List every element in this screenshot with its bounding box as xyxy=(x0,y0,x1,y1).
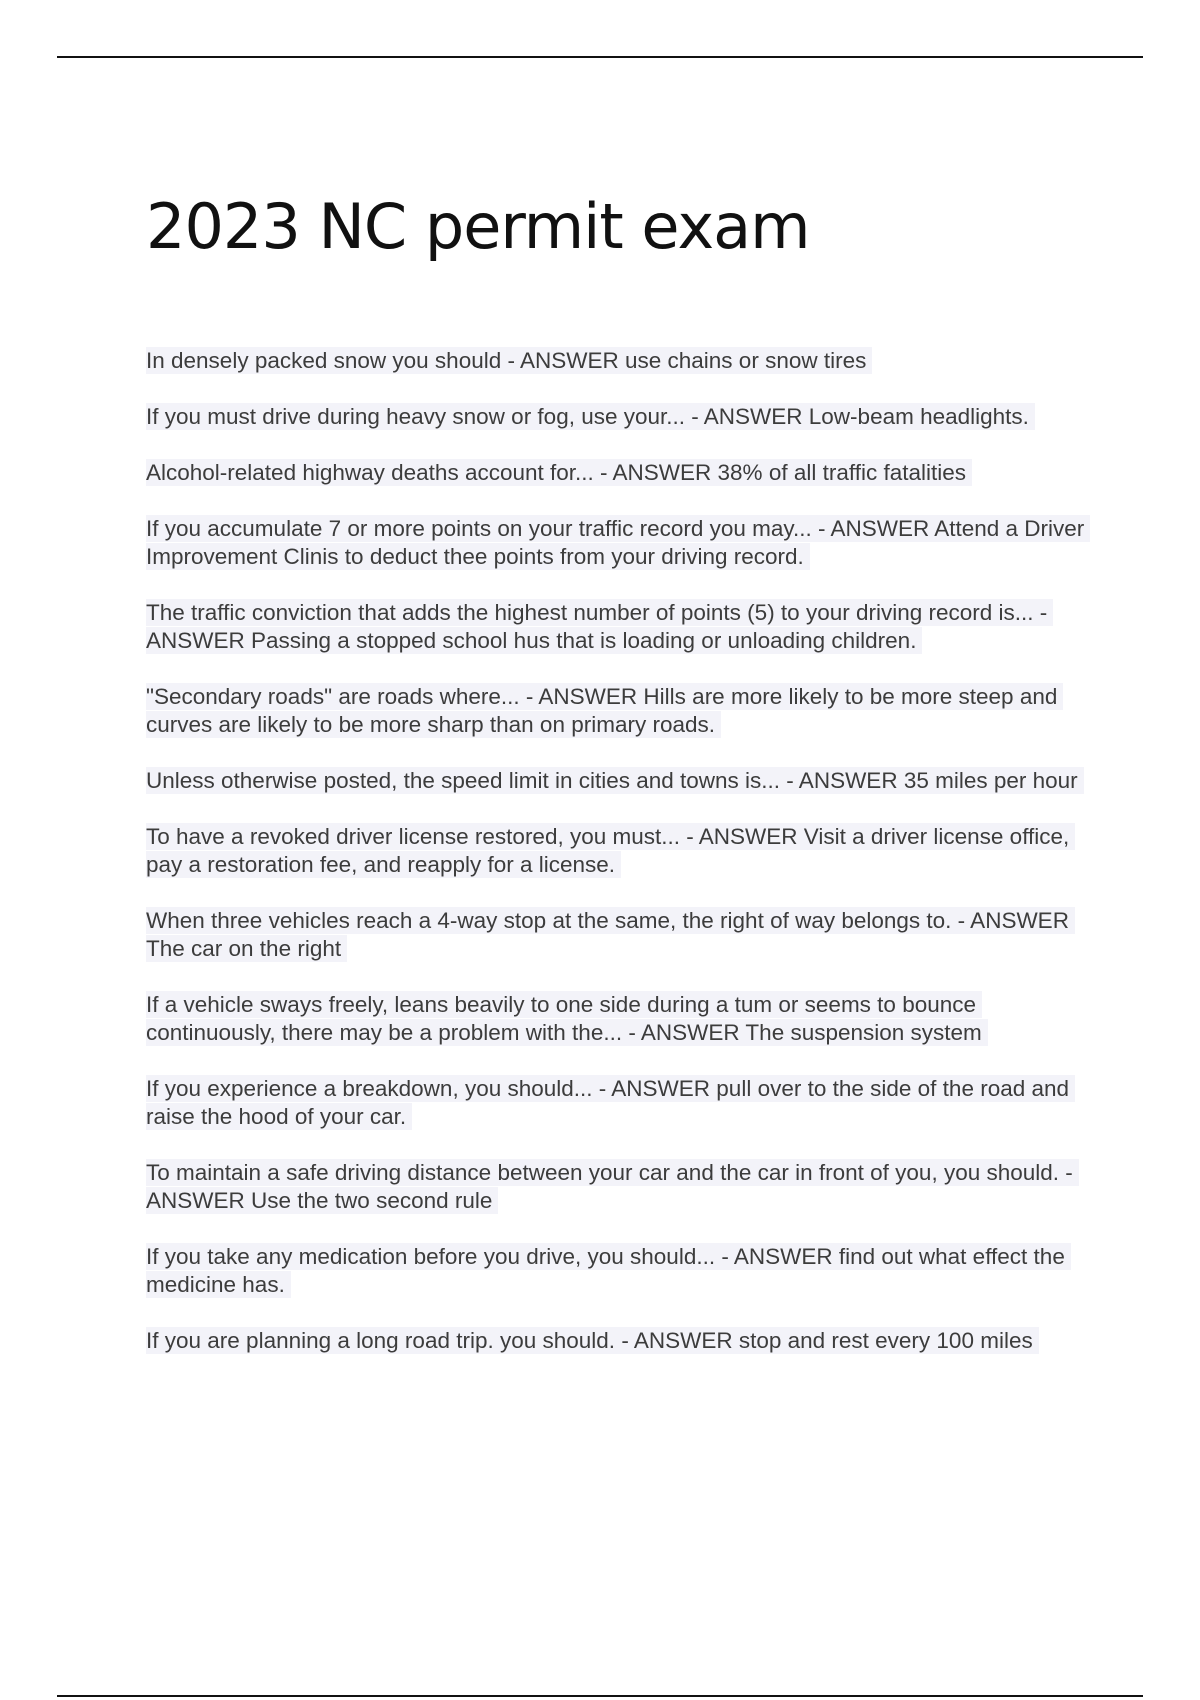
qa-item-text: If you accumulate 7 or more points on your traffic record you may... - ANSWER Attend a Driver Improvement Clinis to deduct thee points from your driving record. xyxy=(146,515,1090,570)
qa-item xyxy=(146,515,1094,571)
qa-item xyxy=(146,1243,1094,1299)
qa-item-text: Unless otherwise posted, the speed limit in cities and towns is... - ANSWER 35 miles per hour xyxy=(146,767,1084,794)
qa-item-text: If you must drive during heavy snow or fog, use your... - ANSWER Low-beam headlights. xyxy=(146,403,1035,430)
qa-item xyxy=(146,823,1094,879)
qa-item-text: In densely packed snow you should - ANSWER use chains or snow tires xyxy=(146,347,872,374)
qa-item-text: If you are planning a long road trip. you should. - ANSWER stop and rest every 100 miles xyxy=(146,1327,1039,1354)
qa-item xyxy=(146,907,1094,963)
qa-item-text: If a vehicle sways freely, leans beavily to one side during a tum or seems to bounce continuously, there may be a problem with the... - ANSWER The suspension system xyxy=(146,991,988,1046)
qa-item xyxy=(146,347,1094,375)
qa-item-text: Alcohol-related highway deaths account for... - ANSWER 38% of all traffic fatalities xyxy=(146,459,972,486)
qa-item xyxy=(146,1327,1094,1355)
qa-item-text: To maintain a safe driving distance between your car and the car in front of you, you should. - ANSWER Use the two second rule xyxy=(146,1159,1079,1214)
bottom-rule xyxy=(57,1695,1143,1697)
qa-item-text: The traffic conviction that adds the highest number of points (5) to your driving record is... - ANSWER Passing a stopped school hus that is loading or unloading children. xyxy=(146,599,1053,654)
top-rule xyxy=(57,56,1143,58)
qa-item-text: If you take any medication before you drive, you should... - ANSWER find out what effect the medicine has. xyxy=(146,1243,1071,1298)
qa-list xyxy=(146,347,1094,1383)
qa-item xyxy=(146,459,1094,487)
qa-item xyxy=(146,683,1094,739)
qa-item xyxy=(146,767,1094,795)
qa-item-text: When three vehicles reach a 4-way stop at the same, the right of way belongs to. - ANSWER The car on the right xyxy=(146,907,1075,962)
qa-item xyxy=(146,1159,1094,1215)
qa-item xyxy=(146,403,1094,431)
qa-item-text: To have a revoked driver license restored, you must... - ANSWER Visit a driver license office, pay a restoration fee, and reapply for a license. xyxy=(146,823,1075,878)
qa-item-text: If you experience a breakdown, you should... - ANSWER pull over to the side of the road and raise the hood of your car. xyxy=(146,1075,1075,1130)
document-title: 2023 NC permit exam xyxy=(146,190,810,263)
qa-item xyxy=(146,991,1094,1047)
qa-item-text: "Secondary roads" are roads where... - ANSWER Hills are more likely to be more steep and curves are likely to be more sharp than on primary roads. xyxy=(146,683,1063,738)
qa-item xyxy=(146,599,1094,655)
qa-item xyxy=(146,1075,1094,1131)
